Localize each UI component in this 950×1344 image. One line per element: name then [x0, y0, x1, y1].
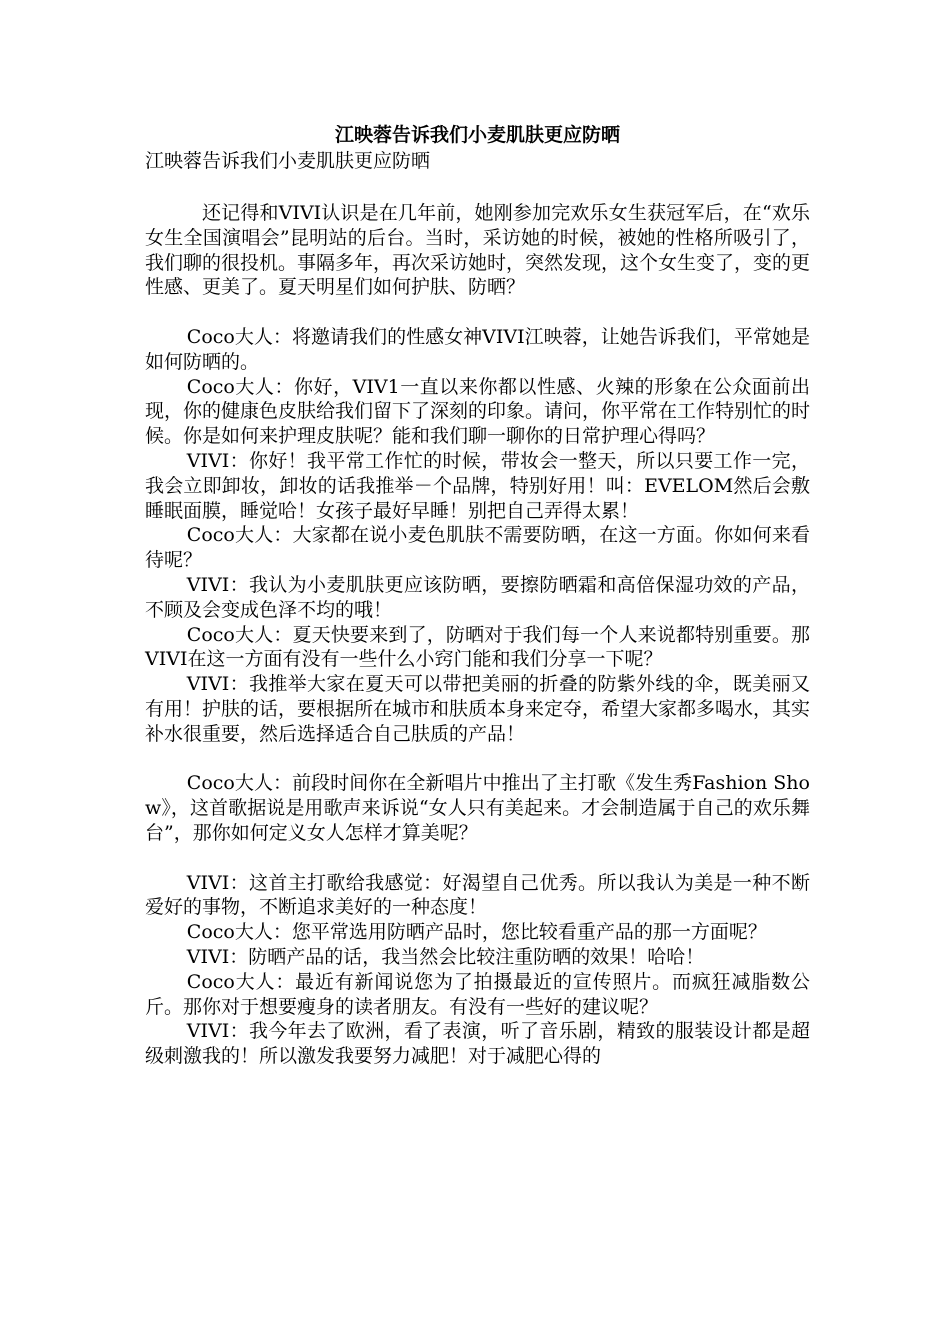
paragraph-question: Coco大人：您平常选用防晒产品时，您比较看重产品的那一方面呢？ — [186, 921, 767, 944]
blank-line — [145, 846, 810, 871]
document-title: 江映蓉告诉我们小麦肌肤更应防晒 — [334, 124, 620, 146]
paragraph-answer: VIVI：这首主打歌给我感觉：好渴望自己优秀。所以我认为美是一种不断爱好的事物，不断追求美好的一种态度！ — [145, 871, 810, 919]
paragraph-answer: VIVI：防晒产品的话，我当然会比较注重防晒的效果！哈哈！ — [186, 945, 705, 968]
paragraph-question: Coco大人：夏天快要来到了，防晒对于我们每一个人来说都特别重要。那VIVI在这一方面有没有一些什么小窍门能和我们分享一下呢？ — [145, 623, 810, 671]
paragraph-answer: VIVI：你好！我平常工作忙的时候，带妆会一整天，所以只要工作一完，我会立即卸妆，卸妆的话我推举－个品牌，特别好用！叫：EVELOM然后会敷睡眠面膜，睡觉哈！女孩子最好早睡！别把自己弄得太累！ — [145, 449, 810, 522]
blank-line — [145, 174, 810, 201]
paragraph-question: Coco大人：最近有新闻说您为了拍摄最近的宣传照片。而疯狂减脂数公斤。那你对于想要瘦身的读者朋友。有没有一些好的建议呢？ — [145, 970, 810, 1018]
paragraph-intro: 还记得和VIVI认识是在几年前，她刚参加完欢乐女生获冠军后，在“欢乐女生全国演唱会”昆明站的后台。当时，采访她的时候，被她的性格所吸引了，我们聊的很投机。事隔多年，再次采访她时，突然发现，这个女生变了，变的更性感、更美了。夏天明星们如何护肤、防晒？ — [145, 202, 811, 299]
paragraph-answer: VIVI：我推举大家在夏天可以带把美丽的折叠的防紫外线的伞，既美丽又有用！护肤的话，要根据所在城市和肤质本身来定夺，希望大家都多喝水，其实补水很重要，然后选择适合自己肤质的产品！ — [145, 673, 811, 745]
paragraph-question: Coco大人：前段时间你在全新唱片中推出了主打歌《发生秀Fashion Show》，这首歌据说是用歌声来诉说“女人只有美起来。才会制造属于自己的欢乐舞台”，那你如何定义女人怎样才算美呢？ — [145, 772, 810, 844]
paragraph-question: Coco大人：你好，VIV1一直以来你都以性感、火辣的形象在公众面前出现，你的健康色皮肤给我们留下了深刻的印象。请问，你平常在工作特别忙的时候。你是如何来护理皮肤呢？能和我们聊一聊你的日常护理心得吗？ — [145, 375, 811, 448]
blank-line — [145, 747, 810, 772]
paragraph-answer: VIVI：我今年去了欧洲，看了表演，听了音乐剧，精致的服装设计都是超级刺激我的！所以激发我要努力减肥！对于减肥心得的 — [145, 1020, 810, 1068]
paragraph-answer: VIVI：我认为小麦肌肤更应该防晒，要擦防晒霜和高倍保湿功效的产品，不顾及会变成色泽不均的哦！ — [145, 573, 810, 621]
paragraph-question: Coco大人：大家都在说小麦色肌肤不需要防晒，在这一方面。你如何来看待呢？ — [145, 524, 810, 572]
document-subtitle: 江映蓉告诉我们小麦肌肤更应防晒 — [145, 150, 431, 172]
blank-line — [145, 300, 810, 325]
document-page — [145, 122, 810, 1069]
paragraph-question: Coco大人：将邀请我们的性感女神VIVI江映蓉，让她告诉我们，平常她是如何防晒的。 — [145, 325, 810, 373]
